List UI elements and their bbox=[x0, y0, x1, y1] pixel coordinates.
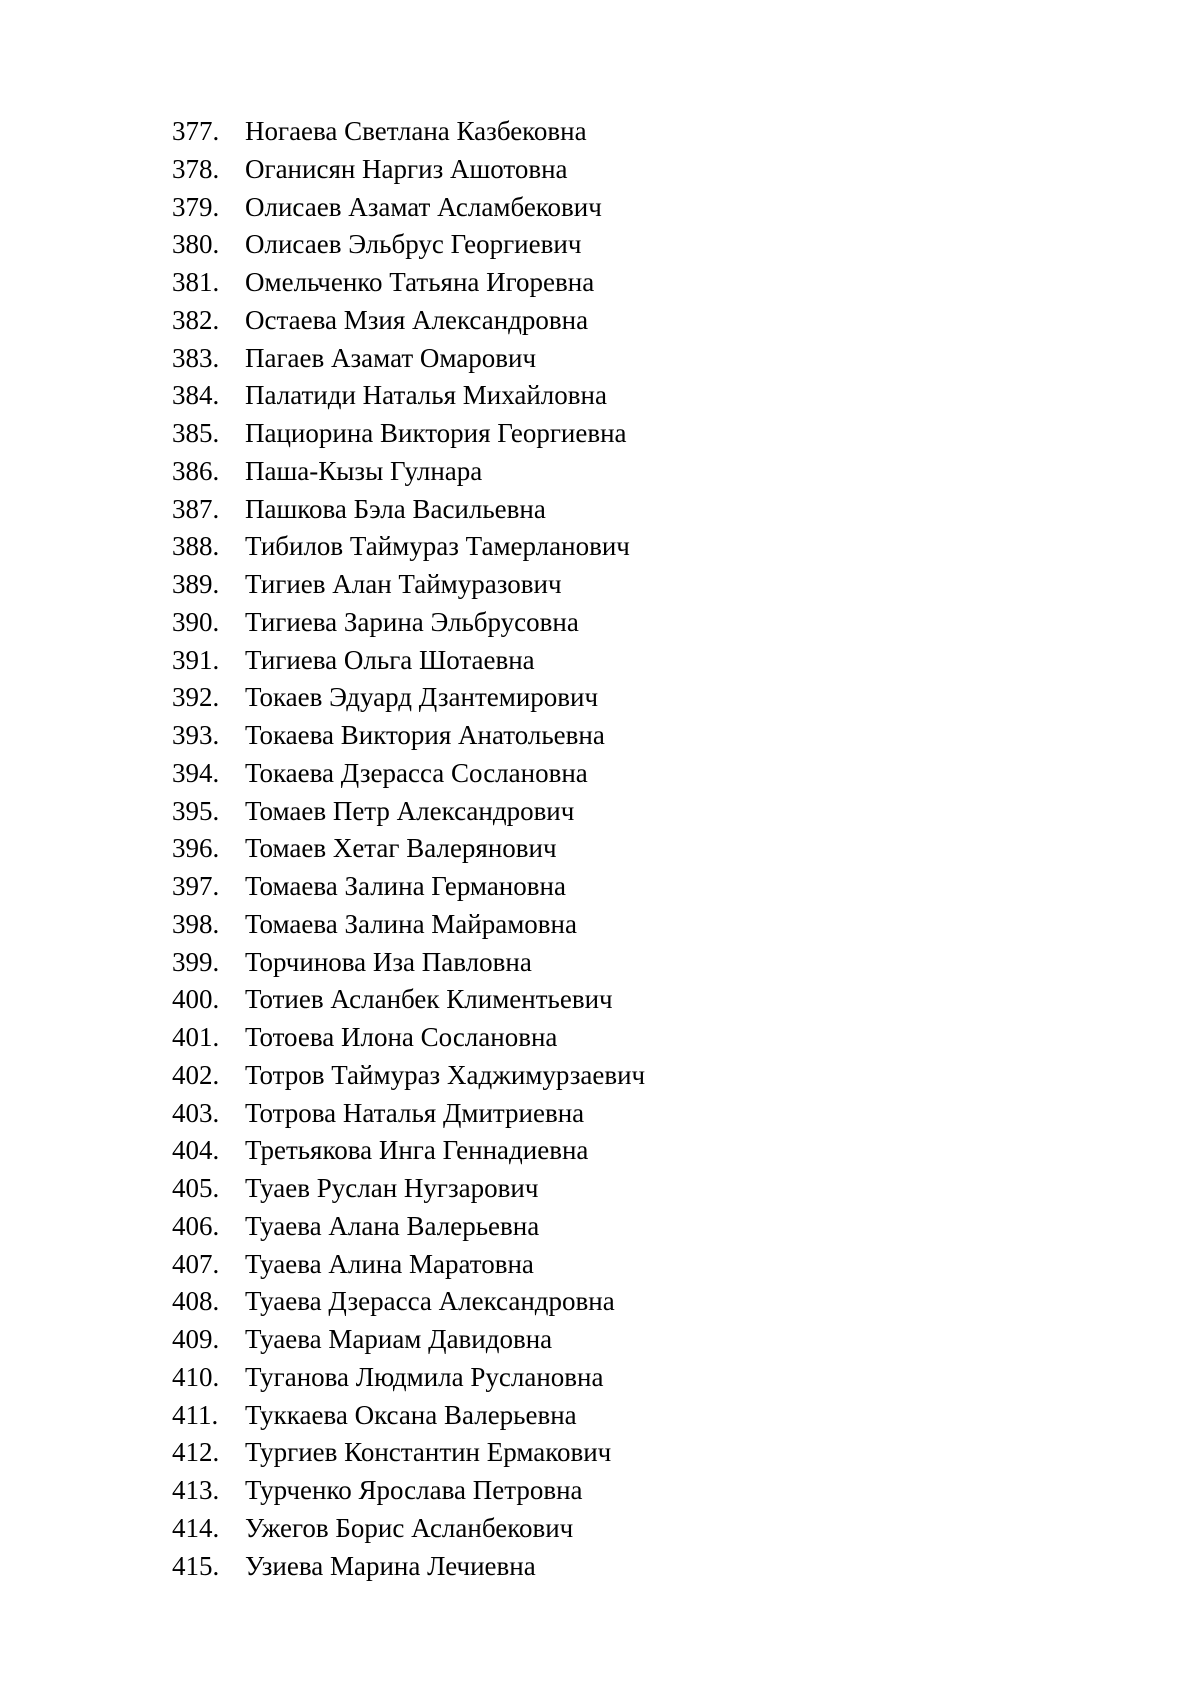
entry-number: 401. bbox=[172, 1022, 220, 1052]
entry-name: Томаев Петр Александрович bbox=[245, 795, 575, 826]
entry-name: Тургиев Константин Ермакович bbox=[245, 1437, 612, 1468]
entry-name: Пагаев Азамат Омарович bbox=[245, 342, 537, 373]
entry-name: Палатиди Наталья Михайловна bbox=[245, 380, 607, 411]
list-item bbox=[0, 189, 1200, 227]
list-item bbox=[0, 377, 1200, 415]
entry-name: Туаев Руслан Нугзарович bbox=[245, 1173, 539, 1203]
entry-name: Паша-Кызы Гулнара bbox=[245, 455, 483, 486]
entry-name: Торчинова Иза Павловна bbox=[245, 946, 532, 977]
list-item bbox=[0, 113, 1200, 151]
list-item bbox=[0, 1057, 1200, 1095]
entry-name: Олисаев Эльбрус Георгиевич bbox=[245, 229, 582, 260]
entry-number: 399. bbox=[172, 946, 220, 977]
entry-number: 412. bbox=[172, 1437, 220, 1468]
list-item bbox=[0, 1321, 1200, 1359]
entry-name: Тотрова Наталья Дмитриевна bbox=[245, 1097, 585, 1128]
list-item bbox=[0, 1359, 1200, 1397]
entry-name: Оганисян Наргиз Ашотовна bbox=[245, 153, 568, 184]
entry-number: 385. bbox=[172, 418, 220, 448]
entry-number: 415. bbox=[172, 1550, 220, 1581]
entry-name: Тибилов Таймураз Тамерланович bbox=[245, 531, 630, 562]
list-item bbox=[0, 340, 1200, 378]
entry-number: 396. bbox=[172, 833, 220, 864]
list-item bbox=[0, 793, 1200, 831]
entry-number: 387. bbox=[172, 493, 220, 524]
entry-number: 377. bbox=[172, 116, 220, 146]
list-item bbox=[0, 453, 1200, 491]
entry-number: 390. bbox=[172, 606, 220, 637]
entry-number: 397. bbox=[172, 871, 220, 901]
list-item bbox=[0, 415, 1200, 453]
entry-number: 383. bbox=[172, 342, 220, 373]
entry-number: 405. bbox=[172, 1173, 220, 1203]
entry-name: Томаева Залина Майрамовна bbox=[245, 908, 577, 939]
entry-name: Тигиева Зарина Эльбрусовна bbox=[245, 606, 579, 637]
entry-number: 406. bbox=[172, 1210, 220, 1241]
entry-number: 408. bbox=[172, 1286, 220, 1317]
entry-name: Туаева Алана Валерьевна bbox=[245, 1210, 540, 1241]
entry-number: 393. bbox=[172, 720, 220, 750]
list-item bbox=[0, 981, 1200, 1019]
entry-name: Туккаева Оксана Валерьевна bbox=[245, 1399, 577, 1430]
entry-name: Тотиев Асланбек Климентьевич bbox=[245, 984, 613, 1015]
entry-number: 395. bbox=[172, 795, 220, 826]
entry-name: Тотров Таймураз Хаджимурзаевич bbox=[245, 1059, 646, 1090]
entry-name: Пашкова Бэла Васильевна bbox=[245, 493, 546, 524]
entry-name: Остаева Мзия Александровна bbox=[245, 304, 589, 335]
entry-name: Третьякова Инга Геннадиевна bbox=[245, 1135, 589, 1166]
entry-number: 392. bbox=[172, 682, 220, 713]
list-item bbox=[0, 302, 1200, 340]
list-item bbox=[0, 491, 1200, 529]
list-item bbox=[0, 755, 1200, 793]
entry-name: Турченко Ярослава Петровна bbox=[245, 1475, 583, 1505]
list-item bbox=[0, 1510, 1200, 1548]
entry-name: Узиева Марина Лечиевна bbox=[245, 1550, 536, 1581]
list-item bbox=[0, 264, 1200, 302]
list-item bbox=[0, 1019, 1200, 1057]
list-item bbox=[0, 528, 1200, 566]
list-item bbox=[0, 830, 1200, 868]
entry-number: 400. bbox=[172, 984, 220, 1015]
entry-number: 410. bbox=[172, 1361, 220, 1392]
entry-number: 384. bbox=[172, 380, 220, 411]
entry-name: Тигиева Ольга Шотаевна bbox=[245, 644, 535, 675]
entry-name: Тигиев Алан Таймуразович bbox=[245, 569, 562, 599]
entry-number: 386. bbox=[172, 455, 220, 486]
entry-number: 414. bbox=[172, 1512, 220, 1543]
entry-number: 382. bbox=[172, 304, 220, 335]
entry-number: 398. bbox=[172, 908, 220, 939]
entry-name: Омельченко Татьяна Игоревна bbox=[245, 267, 595, 297]
list-item bbox=[0, 1246, 1200, 1284]
list-item bbox=[0, 1208, 1200, 1246]
entry-number: 409. bbox=[172, 1324, 220, 1354]
list-item bbox=[0, 868, 1200, 906]
list-item bbox=[0, 906, 1200, 944]
entry-name: Туаева Алина Маратовна bbox=[245, 1248, 534, 1279]
entry-name: Токаева Дзерасса Сослановна bbox=[245, 757, 588, 788]
entry-name: Туаева Дзерасса Александровна bbox=[245, 1286, 615, 1317]
entry-number: 411. bbox=[172, 1399, 219, 1430]
list-item bbox=[0, 1095, 1200, 1133]
entry-number: 378. bbox=[172, 153, 220, 184]
list-item bbox=[0, 1472, 1200, 1510]
entry-name: Тотоева Илона Сослановна bbox=[245, 1022, 558, 1052]
name-list bbox=[0, 113, 1200, 1585]
entry-number: 407. bbox=[172, 1248, 220, 1279]
entry-name: Ужегов Борис Асланбекович bbox=[245, 1512, 574, 1543]
list-item bbox=[0, 1548, 1200, 1586]
list-item bbox=[0, 226, 1200, 264]
entry-number: 413. bbox=[172, 1475, 220, 1505]
entry-name: Туганова Людмила Руслановна bbox=[245, 1361, 604, 1392]
entry-name: Пациорина Виктория Георгиевна bbox=[245, 418, 627, 448]
entry-number: 394. bbox=[172, 757, 220, 788]
entry-number: 379. bbox=[172, 191, 220, 222]
entry-name: Томаев Хетаг Валерянович bbox=[245, 833, 557, 864]
list-item bbox=[0, 1132, 1200, 1170]
list-item bbox=[0, 642, 1200, 680]
list-item bbox=[0, 1170, 1200, 1208]
list-item bbox=[0, 151, 1200, 189]
entry-number: 381. bbox=[172, 267, 220, 297]
entry-number: 388. bbox=[172, 531, 220, 562]
entry-name: Токаева Виктория Анатольевна bbox=[245, 720, 605, 750]
entry-number: 389. bbox=[172, 569, 220, 599]
entry-number: 402. bbox=[172, 1059, 220, 1090]
entry-number: 391. bbox=[172, 644, 220, 675]
entry-number: 380. bbox=[172, 229, 220, 260]
entry-name: Туаева Мариам Давидовна bbox=[245, 1324, 553, 1354]
entry-name: Олисаев Азамат Асламбекович bbox=[245, 191, 602, 222]
entry-name: Томаева Залина Германовна bbox=[245, 871, 566, 901]
entry-number: 404. bbox=[172, 1135, 220, 1166]
list-item bbox=[0, 1283, 1200, 1321]
list-item bbox=[0, 566, 1200, 604]
entry-number: 403. bbox=[172, 1097, 220, 1128]
list-item bbox=[0, 1397, 1200, 1435]
list-item bbox=[0, 1434, 1200, 1472]
list-item bbox=[0, 717, 1200, 755]
entry-name: Ногаева Светлана Казбековна bbox=[245, 116, 587, 146]
list-item bbox=[0, 944, 1200, 982]
entry-name: Токаев Эдуард Дзантемирович bbox=[245, 682, 599, 713]
list-item bbox=[0, 679, 1200, 717]
list-item bbox=[0, 604, 1200, 642]
